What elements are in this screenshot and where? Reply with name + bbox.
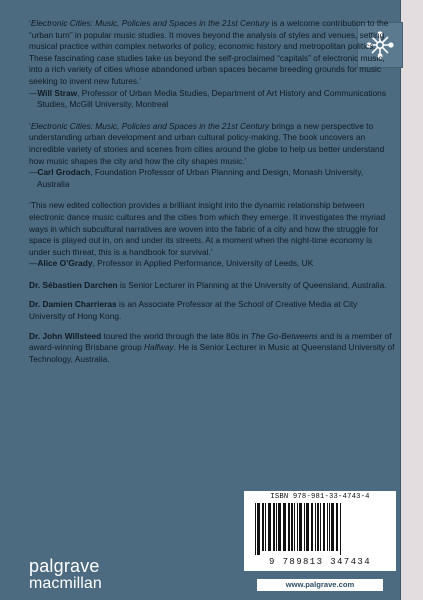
editor-name: Dr. Damien Charrieras	[29, 299, 117, 310]
editor-name: Dr. Sébastien Darchen	[29, 279, 118, 290]
isbn-barcode	[244, 491, 396, 571]
barcode-bar	[306, 503, 309, 551]
editor-bio: Dr. Damien Charrieras is an Associate Professor at the School of Creative Media at City University of Hong Kong.	[29, 299, 358, 322]
barcode-bar	[283, 503, 286, 551]
endorser-affiliation: , Professor in Applied Performance, University of Leeds, UK	[92, 258, 314, 269]
barcode-bar	[323, 503, 325, 551]
isbn-label: ISBN 978-981-33-4743-4	[270, 493, 370, 501]
endorser-name: Alice O’Grady	[37, 258, 93, 269]
quote-text: is a welcome contribution to the “urban turn” in popular music studies. It moves beyond the analysis of styles and venues, setting musical practice within complex networks of policy, economic history and metropolitan politics. These fascinating case studies take us beyond the self-proclaimed “capitals” of electronic music, into a rich variety of cities whose abandoned urban spaces became breeding grounds for music seeking to invent new futures.’	[29, 18, 389, 86]
barcode-bar	[329, 503, 330, 551]
endorser-affiliation: , Professor of Urban Media Studies, Department of Art History and Communications Studies, McGill University, Montreal	[37, 87, 386, 110]
endorser-name: Carl Grodach	[37, 167, 91, 178]
barcode-bar	[297, 503, 298, 551]
editor-name: Dr. John Willsteed	[29, 330, 102, 341]
quote-text: This new edited collection provides a brilliant insight into the dynamic relationship between electronic dance music cultures and the cities from which they emerge. It investigates the myriad ways in which subcultural narratives are woven into the fabric of a city and how the struggle for space is played out in, on and under its streets. At a moment when the night-time economy is under such threat, this is a handbook for survival.’	[29, 200, 386, 257]
barcode-bar	[340, 503, 341, 555]
book-title: Electronic Cities: Music, Policies and Spaces in the 21st Century	[30, 18, 270, 28]
barcode-bar	[327, 503, 328, 551]
endorser-name: Will Straw	[37, 87, 78, 98]
endorsement-quote: ‘Electronic Cities: Music, Policies and Spaces in the 21st Century brings a new perspective to understanding urban development and urban cultural policy-making. The book uncovers an incredible variety of stories and scenes from cities around the globe to help us better understand how music shapes the city and how the city shapes music.’ —Carl Grodach, Foundation Professor of Urban Planning and Design, Monash University, Australia	[29, 120, 385, 189]
barcode-bar	[255, 503, 256, 555]
publisher-name-line2: macmillan	[29, 575, 102, 592]
barcode-bar	[336, 503, 338, 551]
barcode-bars	[251, 503, 389, 557]
barcode-bar	[268, 503, 271, 551]
barcode-number: 9 789813 347434	[268, 557, 371, 567]
barcode-bar	[273, 503, 275, 551]
editor-bio: Dr. John Willsteed toured the world through the late 80s in The Go-Betweens and is a member of award-winning Brisbane group Halfway. He is Senior Lecturer in Music at Queensland University of Technology, Australia.	[29, 330, 395, 364]
barcode-bar	[315, 503, 316, 551]
barcode-bar	[257, 503, 260, 555]
barcode-bar	[278, 503, 281, 551]
book-spine	[400, 0, 423, 600]
barcode-bar	[299, 503, 302, 551]
publisher-name-line1: palgrave	[29, 556, 100, 576]
barcode-bar	[288, 503, 290, 551]
back-cover-text	[29, 18, 395, 373]
publisher-logo	[29, 557, 102, 593]
endorsement-quote: ‘This new edited collection provides a brilliant insight into the dynamic relationship between electronic dance music cultures and the cities from which they emerge. It investigates the myriad ways in which subcultural narratives are woven into the fabric of a city and how the struggle for space is played out in, on and under its streets. At a moment when the night-time economy is under such threat, this is a handbook for survival.’ —Alice O’Grady, Professor in Applied Performance, University of Leeds, UK	[29, 200, 386, 269]
barcode-bar	[265, 503, 266, 551]
quote-text: brings a new perspective to understanding urban development and urban cultural policy-making. The book uncovers an incredible variety of stories and scenes from cities around the globe to help us better understand how music shapes the city and how the city shapes music.’	[29, 120, 385, 166]
barcode-bar	[262, 503, 264, 551]
endorser-affiliation: , Foundation Professor of Urban Planning and Design, Monash University, Australia	[37, 167, 364, 189]
publisher-website[interactable]: www.palgrave.com	[257, 579, 383, 591]
endorsement-quote: ‘Electronic Cities: Music, Policies and Spaces in the 21st Century is a welcome contribution to the “urban turn” in popular music studies. It moves beyond the analysis of styles and venues, setting musical practice within complex networks of policy, economic history and metropolitan politics. These fascinating case studies take us beyond the self-proclaimed “capitals” of electronic music, into a rich variety of cities whose abandoned urban spaces became breeding grounds for music seeking to invent new futures.’ —Will Straw, Professor of Urban Media Studies, Department of Art History and Communications Studies, McGill University, Montreal	[29, 18, 389, 110]
barcode-bar	[291, 503, 293, 551]
book-title: Electronic Cities: Music, Policies and Spaces in the 21st Century	[30, 120, 270, 131]
barcode-bar	[331, 503, 334, 551]
barcode-bar	[304, 503, 305, 551]
barcode-bar	[294, 503, 295, 551]
barcode-bar	[317, 503, 319, 551]
barcode-bar	[276, 503, 277, 551]
barcode-bar	[320, 503, 321, 551]
editor-bio: Dr. Sébastien Darchen is Senior Lecturer in Planning at the University of Queensland, Australia.	[29, 279, 387, 290]
barcode-bar	[311, 503, 313, 551]
